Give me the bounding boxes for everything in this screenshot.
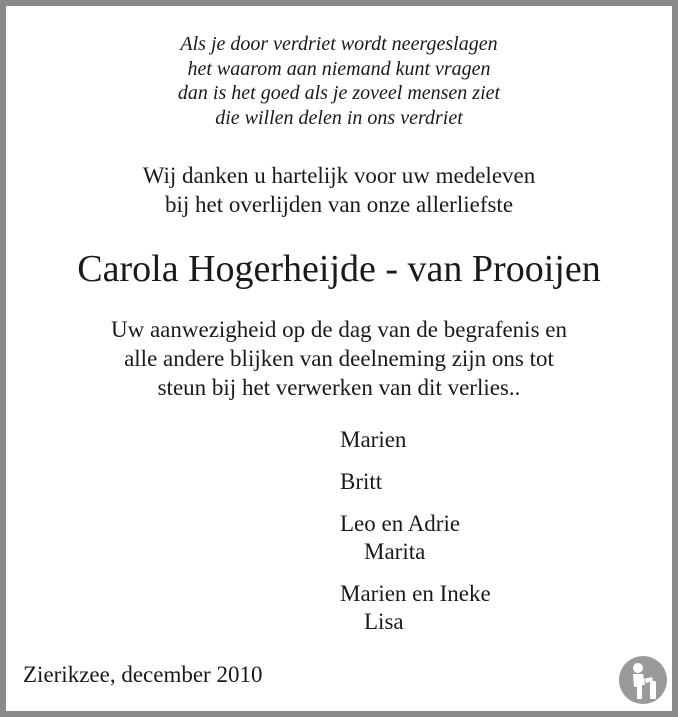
family-list (340, 426, 491, 650)
message-line: steun bij het verwerken van dit verlies.. (157, 375, 521, 400)
family-entry (340, 426, 491, 454)
family-name: Leo en Adrie (340, 511, 461, 536)
thanks-line: Wij danken u hartelijk voor uw medeleven (142, 163, 536, 188)
memorial-figure-icon (618, 655, 668, 705)
message-text (6, 315, 672, 402)
poem-line: die willen delen in ons verdriet (215, 106, 463, 129)
family-name: Marien en Ineke (340, 581, 491, 606)
poem-line: het waarom aan niemand kunt vragen (187, 57, 491, 80)
family-entry (340, 510, 491, 566)
place-date: Zierikzee, december 2010 (23, 662, 263, 687)
family-child: Lisa (364, 609, 404, 634)
family-child: Marita (364, 539, 426, 564)
thanks-text (6, 161, 672, 219)
poem (6, 32, 672, 130)
poem-line: Als je door verdriet wordt neergeslagen (180, 33, 498, 55)
message-line: alle andere blijken van deelneming zijn ons tot (124, 346, 554, 371)
family-name: Britt (340, 469, 383, 494)
message-line: Uw aanwezigheid op de dag van de begrafenis en (111, 317, 567, 342)
deceased-name: Carola Hogerheijde - van Prooijen (77, 248, 601, 290)
family-name: Marien (340, 427, 407, 452)
family-entry (340, 468, 491, 496)
poem-line: dan is het goed als je zoveel mensen ziet (177, 82, 501, 104)
thanks-line: bij het overlijden van onze allerliefste (164, 192, 514, 217)
family-entry (340, 580, 491, 636)
